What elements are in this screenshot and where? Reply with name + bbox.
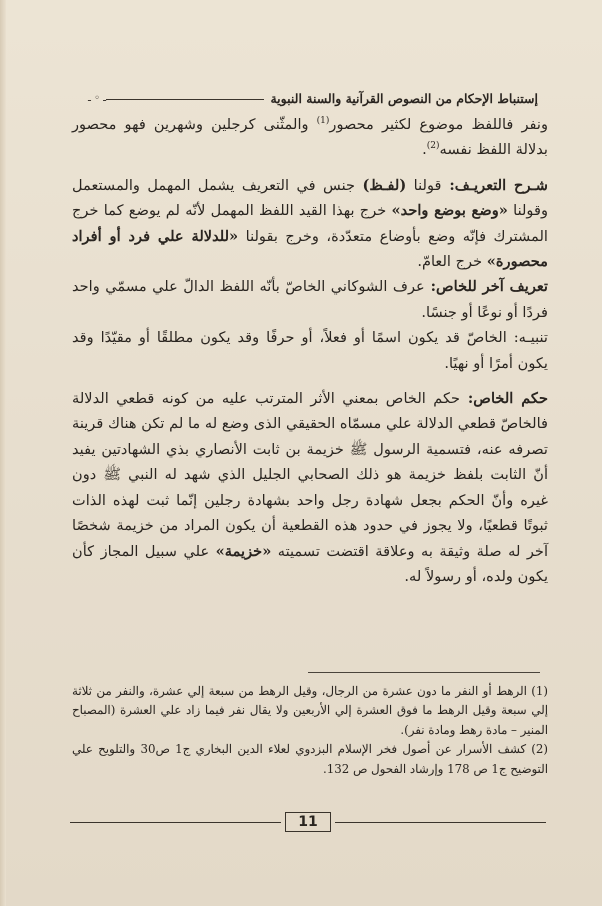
footnote-2: (2) كشف الأسرار عن أصول فخر الإسلام البزدوي لعلاء الدين البخاري ج1 ص30 والتلويح علي التوضيح ج1 ص 178 وإرشاد الفحول ص 132. xyxy=(72,742,549,776)
paragraph-note xyxy=(72,325,548,376)
header-ornament: ـ‍ ◦ ‍ـ xyxy=(88,92,107,104)
folio-rule-right xyxy=(335,822,546,823)
text-run: قولنا xyxy=(406,176,442,194)
text-run: حكم الخاص بمعني الأثر المترتب عليه من كونه قطعي الدلالة فالخاصّ قطعي الدلالة علي مسمّاه الحقيقي الذى وضع له ما لم تكن هناك قرينة تصرفه عنه، فتسمية الرسول ﷺ خزيمة بن ثابت الأنصاري بذي الشهادتين يفيد أنّ الثابت بلفظ خزيمة هو ذلك الصحابي الجليل الذي شهد له النبي ﷺ دون غيره وأنّ الحكم بجعل شهادة رجل واحد بشهادة رجلين إنّما ثبت لهذه الذات ثبوتًا قطعيًا، ولا يجوز في حدود هذه القطعية أن يكون المراد من خزيمة شخصًا آخر له صلة وثيقة به وعلاقة اقتضت تسميته xyxy=(72,390,549,560)
footnotes xyxy=(72,682,548,779)
paragraph-alternate-definition xyxy=(72,274,548,325)
running-title: إستنباط الإحكام من النصوص القرآنية والسنة النبوية xyxy=(270,90,538,106)
text-run: تنبيـه: الخاصّ قد يكون اسمًا أو فعلاً، أو حرفًا وقد يكون مطلقًا أو مقيّدًا وقد يكون أمرًا أو نهيًا. xyxy=(72,329,548,372)
bold-run: تعريف آخر للخاص: xyxy=(424,278,548,296)
bold-run: شـرح التعريـف: xyxy=(441,176,548,194)
bold-run: (لفـظ) xyxy=(362,176,407,194)
page-folio xyxy=(70,810,546,834)
text-run: خرج بهذا القيد اللفظ المهمل لأنّه لم يوضع كما خرج المشترك فإنّه وضع بأوضاع متعدّدة، وخرج بقولنا xyxy=(72,202,548,245)
text-run: عرف الشوكاني الخاصّ بأنّه اللفظ الدالّ علي مسمّي واحد فردًا أو نوعًا أو جنسًا. xyxy=(72,278,548,321)
text-run: علي سبيل المجاز كأن يكون ولده، أو رسولاً له. xyxy=(72,542,548,585)
paragraph-ruling xyxy=(72,386,548,589)
footnote-ref: (2) xyxy=(426,141,440,152)
bold-run: «خزيمة» xyxy=(215,542,272,560)
text-run: . xyxy=(422,141,427,159)
main-text xyxy=(72,112,548,589)
paragraph-1 xyxy=(72,112,548,163)
footnote-ref: (1) xyxy=(316,116,330,127)
folio-rule-left xyxy=(70,822,281,823)
paragraph-definition-explanation xyxy=(72,173,548,275)
text-run: خرج العامّ. xyxy=(417,253,487,271)
text-run: والمثّنى كرجلين وشهرين فهو محصور بدلالة اللفظ نفسه xyxy=(72,116,548,159)
bold-run: «وضع بوضع واحد» xyxy=(391,202,508,220)
text-run: جنس في التعريف يشمل المهمل والمستعمل وقولنا xyxy=(72,176,548,220)
bold-run: «للدلالة علي فرد أو أفراد محصورة» xyxy=(72,227,548,271)
footnote-1: (1) الرهط أو النفر ما دون عشرة من الرجال، وقيل الرهط من سبعة إلي عشرة، والنفر من ثلاثة إلي سبعة وقيل الرهط ما فوق العشرة إلي الأربعين ولا يقال نفر فيما زاد علي العشرة (المصباح المنير – مادة رهط ومادة نفر). xyxy=(72,684,548,737)
text-run: ونفر فاللفظ موضوع لكثير محصور xyxy=(329,116,548,133)
footnote-separator xyxy=(308,672,540,673)
running-header xyxy=(88,88,544,108)
page-number: 11 xyxy=(285,812,330,832)
bold-run: حكم الخاص: xyxy=(460,390,548,408)
header-rule xyxy=(106,99,264,100)
